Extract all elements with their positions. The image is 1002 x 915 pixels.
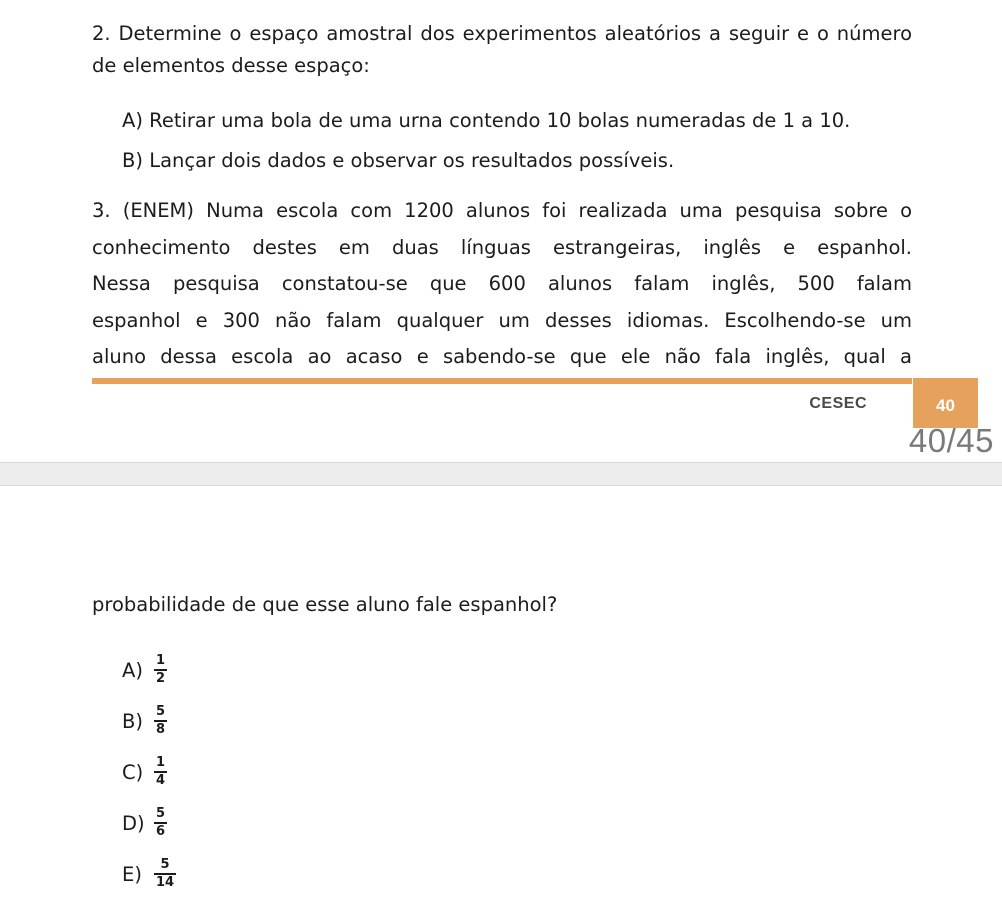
page-number-badge: 40 [913, 378, 978, 428]
option-letter: E) [122, 862, 142, 886]
question-3-continuation: probabilidade de que esse aluno fale espanhol? [92, 593, 558, 616]
footer-divider [92, 378, 912, 384]
option-fraction [154, 858, 176, 889]
footer-brand: CESEC [809, 395, 867, 412]
fraction-numerator: 5 [160, 857, 170, 873]
fraction-denominator: 8 [156, 721, 166, 737]
question-2-item-a [122, 101, 922, 141]
question-3-line: espanhol e 300 não falam qualquer um desses idiomas. Escolhendo-se um [92, 308, 912, 332]
option-fraction [154, 756, 167, 787]
fraction-numerator: 5 [156, 704, 166, 720]
question-2-intro: 2. Determine o espaço amostral dos experimentos aleatórios a seguir e o número de elementos desse espaço: [92, 22, 912, 77]
fraction-denominator: 4 [156, 772, 166, 788]
fraction-numerator: 5 [156, 806, 166, 822]
question-2-items [122, 101, 922, 181]
fraction-denominator: 14 [156, 874, 175, 890]
item-letter: A) [122, 109, 143, 132]
option-fraction [154, 807, 167, 838]
option-letter: D) [122, 811, 145, 835]
fraction-numerator: 1 [156, 755, 166, 771]
question-3-line: 3. (ENEM) Numa escola com 1200 alunos foi realizada uma pesquisa sobre o [92, 199, 912, 222]
fraction-numerator: 1 [156, 653, 166, 669]
option-letter: A) [122, 658, 143, 682]
item-text: Retirar uma bola de uma urna contendo 10 bolas numeradas de 1 a 10. [149, 109, 851, 132]
page-separator [0, 462, 1002, 486]
option-e[interactable] [122, 854, 176, 894]
option-c[interactable] [122, 752, 167, 792]
option-b[interactable] [122, 701, 167, 741]
fraction-denominator: 6 [156, 823, 166, 839]
option-fraction [154, 654, 167, 685]
question-3-statement [92, 193, 912, 376]
option-letter: C) [122, 760, 144, 784]
question-3-line: aluno dessa escola ao acaso e sabendo-se que ele não fala inglês, qual a [92, 345, 912, 368]
page-counter: 40/45 [908, 422, 994, 459]
option-fraction [154, 705, 167, 736]
fraction-denominator: 2 [156, 670, 166, 686]
option-letter: B) [122, 709, 143, 733]
option-d[interactable] [122, 803, 167, 843]
option-a[interactable] [122, 650, 167, 690]
item-letter: B) [122, 149, 143, 172]
question-3-line: Nessa pesquisa constatou-se que 600 alunos falam inglês, 500 falam [92, 272, 912, 295]
question-2-item-b [122, 141, 922, 181]
item-text: Lançar dois dados e observar os resultados possíveis. [149, 149, 675, 172]
question-3-line: conhecimento destes em duas línguas estrangeiras, inglês e espanhol. [92, 235, 912, 259]
